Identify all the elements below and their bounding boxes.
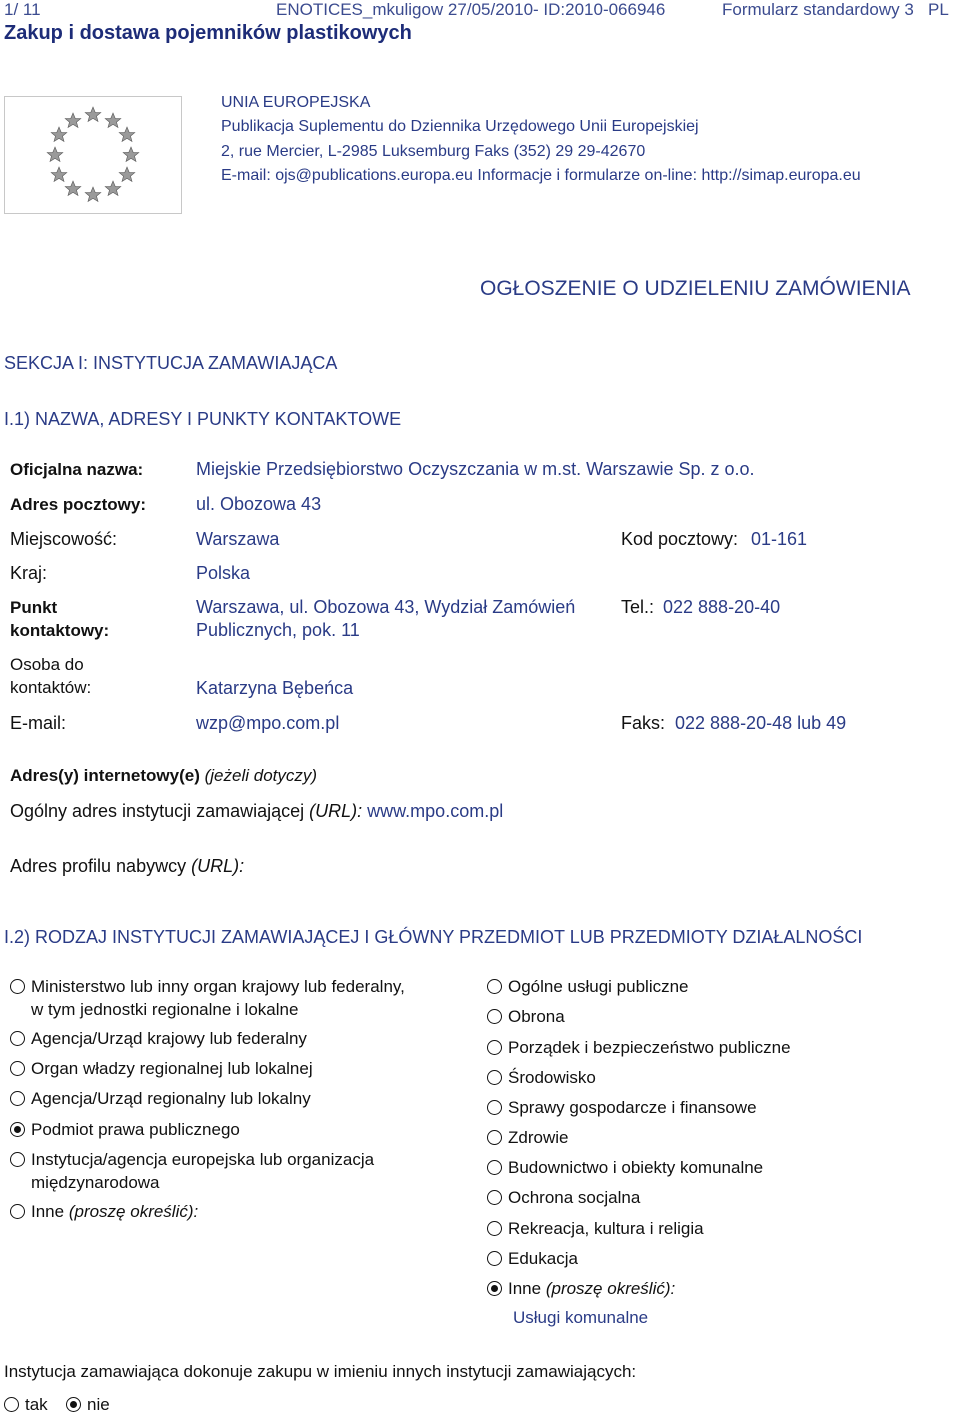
main-activity-option[interactable] — [487, 1219, 704, 1240]
contact-person-label-1: Osoba do — [10, 655, 84, 674]
main-activity-option-label — [508, 1036, 791, 1059]
general-url-label-italic: (URL): — [309, 801, 363, 821]
radio-icon[interactable] — [10, 979, 25, 994]
publisher-line-4: E-mail: ojs@publications.europa.eu Informacje i formularze on-line: http://simap.europa.eu — [221, 167, 861, 184]
authority-type-option-label — [31, 1200, 198, 1223]
behalf-yes-label: tak — [25, 1395, 48, 1414]
authority-type-option-label — [31, 1027, 307, 1050]
main-activity-option-label — [508, 1126, 568, 1149]
eu-flag-logo — [4, 96, 182, 214]
city-value: Warszawa — [196, 529, 280, 549]
publisher-line-1: UNIA EUROPEJSKA — [221, 94, 371, 111]
radio-icon[interactable] — [487, 1130, 502, 1145]
other-activity-specified: Usługi komunalne — [513, 1308, 649, 1327]
language-code: PL — [927, 0, 949, 19]
option-label-line-1: Organ władzy regionalnej lub lokalnej — [31, 1059, 313, 1078]
contact-point-label-2: kontaktowy: — [10, 621, 110, 640]
option-label-line-1: Porządek i bezpieczeństwo publiczne — [508, 1038, 791, 1057]
general-url-row — [10, 801, 503, 822]
city-label: Miejscowość: — [10, 529, 118, 549]
radio-icon[interactable] — [487, 1009, 502, 1024]
authority-type-option[interactable] — [10, 977, 405, 1021]
option-label-line-1: Ochrona socjalna — [508, 1188, 641, 1207]
authority-type-option[interactable] — [10, 1059, 313, 1080]
behalf-no-label: nie — [87, 1395, 110, 1414]
option-label-line-1: Agencja/Urząd krajowy lub federalny — [31, 1029, 307, 1048]
internet-address-heading — [10, 766, 317, 786]
country-value: Polska — [196, 563, 251, 583]
notice-title-header: Zakup i dostawa pojemników plastikowych — [4, 22, 412, 44]
section-1-1-title: I.1) NAZWA, ADRESY I PUNKTY KONTAKTOWE — [4, 409, 402, 429]
radio-icon[interactable] — [4, 1397, 19, 1412]
option-label-line-1: Podmiot prawa publicznego — [31, 1120, 240, 1139]
main-activity-option[interactable] — [487, 977, 689, 998]
main-activity-option[interactable] — [487, 1098, 757, 1119]
radio-icon[interactable] — [10, 1031, 25, 1046]
general-url-value[interactable]: www.mpo.com.pl — [367, 801, 504, 821]
main-activity-option[interactable] — [487, 1249, 578, 1270]
authority-type-option-label — [31, 1118, 240, 1141]
fax-value: 022 888-20-48 lub 49 — [675, 713, 847, 733]
postal-address-label: Adres pocztowy: — [10, 495, 147, 514]
option-label-line-1: Sprawy gospodarcze i finansowe — [508, 1098, 757, 1117]
main-activity-option[interactable] — [487, 1188, 640, 1209]
radio-icon[interactable] — [487, 1221, 502, 1236]
radio-icon[interactable] — [487, 1040, 502, 1055]
contact-point-value-2: Publicznych, pok. 11 — [196, 620, 360, 640]
internet-address-note: (jeżeli dotyczy) — [204, 766, 318, 785]
publisher-line-3: 2, rue Mercier, L-2985 Luksemburg Faks (352) 29 29-42670 — [221, 143, 646, 160]
option-label-line-1: Inne — [508, 1279, 542, 1298]
main-activity-option-label — [508, 1156, 763, 1179]
option-label-line-1: Rekreacja, kultura i religia — [508, 1219, 704, 1238]
form-name: Formularz standardowy 3 — [722, 0, 914, 19]
buyer-profile-label-italic: (URL): — [191, 856, 245, 876]
main-activity-option-label — [508, 1186, 640, 1209]
behalf-yes-option[interactable] — [4, 1395, 48, 1416]
general-url-label: Ogólny adres instytucji zamawiającej — [10, 801, 305, 821]
authority-type-option-label — [31, 975, 405, 1021]
option-label-line-1: Edukacja — [508, 1249, 578, 1268]
buyer-profile-label: Adres profilu nabywcy — [10, 856, 187, 876]
country-label: Kraj: — [10, 563, 48, 583]
email-value[interactable]: wzp@mpo.com.pl — [196, 713, 340, 733]
option-label-line-1: Ogólne usługi publiczne — [508, 977, 689, 996]
main-activity-option-label — [508, 1096, 757, 1119]
main-activity-option-label — [508, 1277, 675, 1300]
official-name-label: Oficjalna nazwa: — [10, 460, 144, 479]
option-label-line-1: Inne — [31, 1202, 65, 1221]
main-activity-option-label — [508, 1217, 704, 1240]
option-label-line-1: Środowisko — [508, 1068, 596, 1087]
postal-address-value: ul. Obozowa 43 — [196, 494, 322, 514]
page-number: 1/ 11 — [4, 0, 41, 19]
form-type — [722, 0, 949, 20]
section-1-title: SEKCJA I: INSTYTUCJA ZAMAWIAJĄCA — [4, 353, 338, 373]
option-label-line-2: w tym jednostki regionalne i lokalne — [31, 1000, 299, 1019]
notice-reference: ENOTICES_mkuligow 27/05/2010- ID:2010-066946 — [276, 0, 666, 19]
main-activity-option-label — [508, 1005, 565, 1028]
radio-icon[interactable] — [487, 1190, 502, 1205]
publisher-line-2: Publikacja Suplementu do Dziennika Urzędowego Unii Europejskiej — [221, 118, 699, 135]
radio-checked-icon[interactable] — [10, 1122, 25, 1137]
radio-icon[interactable] — [487, 1070, 502, 1085]
phone-label: Tel.: — [621, 597, 655, 617]
phone-value: 022 888-20-40 — [663, 597, 781, 617]
option-label-line-1: Instytucja/agencja europejska lub organizacja — [31, 1150, 375, 1169]
main-activity-option[interactable] — [487, 1007, 565, 1028]
option-label-line-1: Ministerstwo lub inny organ krajowy lub federalny, — [31, 977, 405, 996]
option-label-line-2: międzynarodowa — [31, 1173, 160, 1192]
official-name-value: Miejskie Przedsiębiorstwo Oczyszczania w m.st. Warszawie Sp. z o.o. — [196, 459, 755, 479]
notice-type-title: OGŁOSZENIE O UDZIELENIU ZAMÓWIENIA — [480, 277, 911, 300]
radio-icon[interactable] — [487, 979, 502, 994]
contact-person-value: Katarzyna Bębeńca — [196, 678, 354, 698]
behalf-question: Instytucja zamawiająca dokonuje zakupu w imieniu innych instytucji zamawiających: — [4, 1362, 637, 1381]
radio-checked-icon[interactable] — [66, 1397, 81, 1412]
radio-checked-icon[interactable] — [487, 1281, 502, 1296]
main-activity-option[interactable] — [487, 1279, 675, 1300]
main-activity-option[interactable] — [487, 1158, 763, 1179]
contact-point-value-1: Warszawa, ul. Obozowa 43, Wydział Zamówień — [196, 597, 576, 617]
contact-person-label-2: kontaktów: — [10, 678, 92, 697]
authority-type-option-label — [31, 1057, 313, 1080]
radio-icon[interactable] — [10, 1152, 25, 1167]
eu-stars-icon — [5, 97, 181, 213]
main-activity-option[interactable] — [487, 1128, 568, 1149]
option-label-line-1: Agencja/Urząd regionalny lub lokalny — [31, 1089, 311, 1108]
option-label-italic: (proszę określić): — [545, 1279, 676, 1298]
authority-type-option[interactable] — [10, 1089, 311, 1110]
authority-type-option[interactable] — [10, 1120, 240, 1141]
authority-type-option[interactable] — [10, 1150, 374, 1194]
main-activity-option[interactable] — [487, 1068, 596, 1089]
section-1-2-title: I.2) RODZAJ INSTYTUCJI ZAMAWIAJĄCEJ I GŁÓWNY PRZEDMIOT LUB PRZEDMIOTY DZIAŁALNOŚCI — [4, 927, 863, 947]
authority-type-option[interactable] — [10, 1029, 307, 1050]
option-label-italic: (proszę określić): — [68, 1202, 199, 1221]
behalf-no-option[interactable] — [66, 1395, 110, 1416]
contact-point-label-1: Punkt — [10, 598, 58, 617]
authority-type-option-label — [31, 1148, 374, 1194]
option-label-line-1: Budownictwo i obiekty komunalne — [508, 1158, 764, 1177]
postcode-value: 01-161 — [751, 529, 808, 549]
fax-label: Faks: — [621, 713, 666, 733]
option-label-line-1: Zdrowie — [508, 1128, 569, 1147]
email-label: E-mail: — [10, 713, 67, 733]
radio-icon[interactable] — [487, 1160, 502, 1175]
authority-type-option-label — [31, 1087, 311, 1110]
radio-icon[interactable] — [10, 1204, 25, 1219]
authority-type-option[interactable] — [10, 1202, 198, 1223]
buyer-profile-row — [10, 856, 244, 877]
internet-address-label: Adres(y) internetowy(e) — [10, 766, 200, 785]
main-activity-option-label — [508, 975, 689, 998]
radio-icon[interactable] — [487, 1100, 502, 1115]
main-activity-option[interactable] — [487, 1038, 791, 1059]
radio-icon[interactable] — [487, 1251, 502, 1266]
radio-icon[interactable] — [10, 1061, 25, 1076]
main-activity-option-label — [508, 1066, 596, 1089]
option-label-line-1: Obrona — [508, 1007, 565, 1026]
postcode-label: Kod pocztowy: — [621, 529, 739, 549]
main-activity-option-label — [508, 1247, 578, 1270]
radio-icon[interactable] — [10, 1091, 25, 1106]
